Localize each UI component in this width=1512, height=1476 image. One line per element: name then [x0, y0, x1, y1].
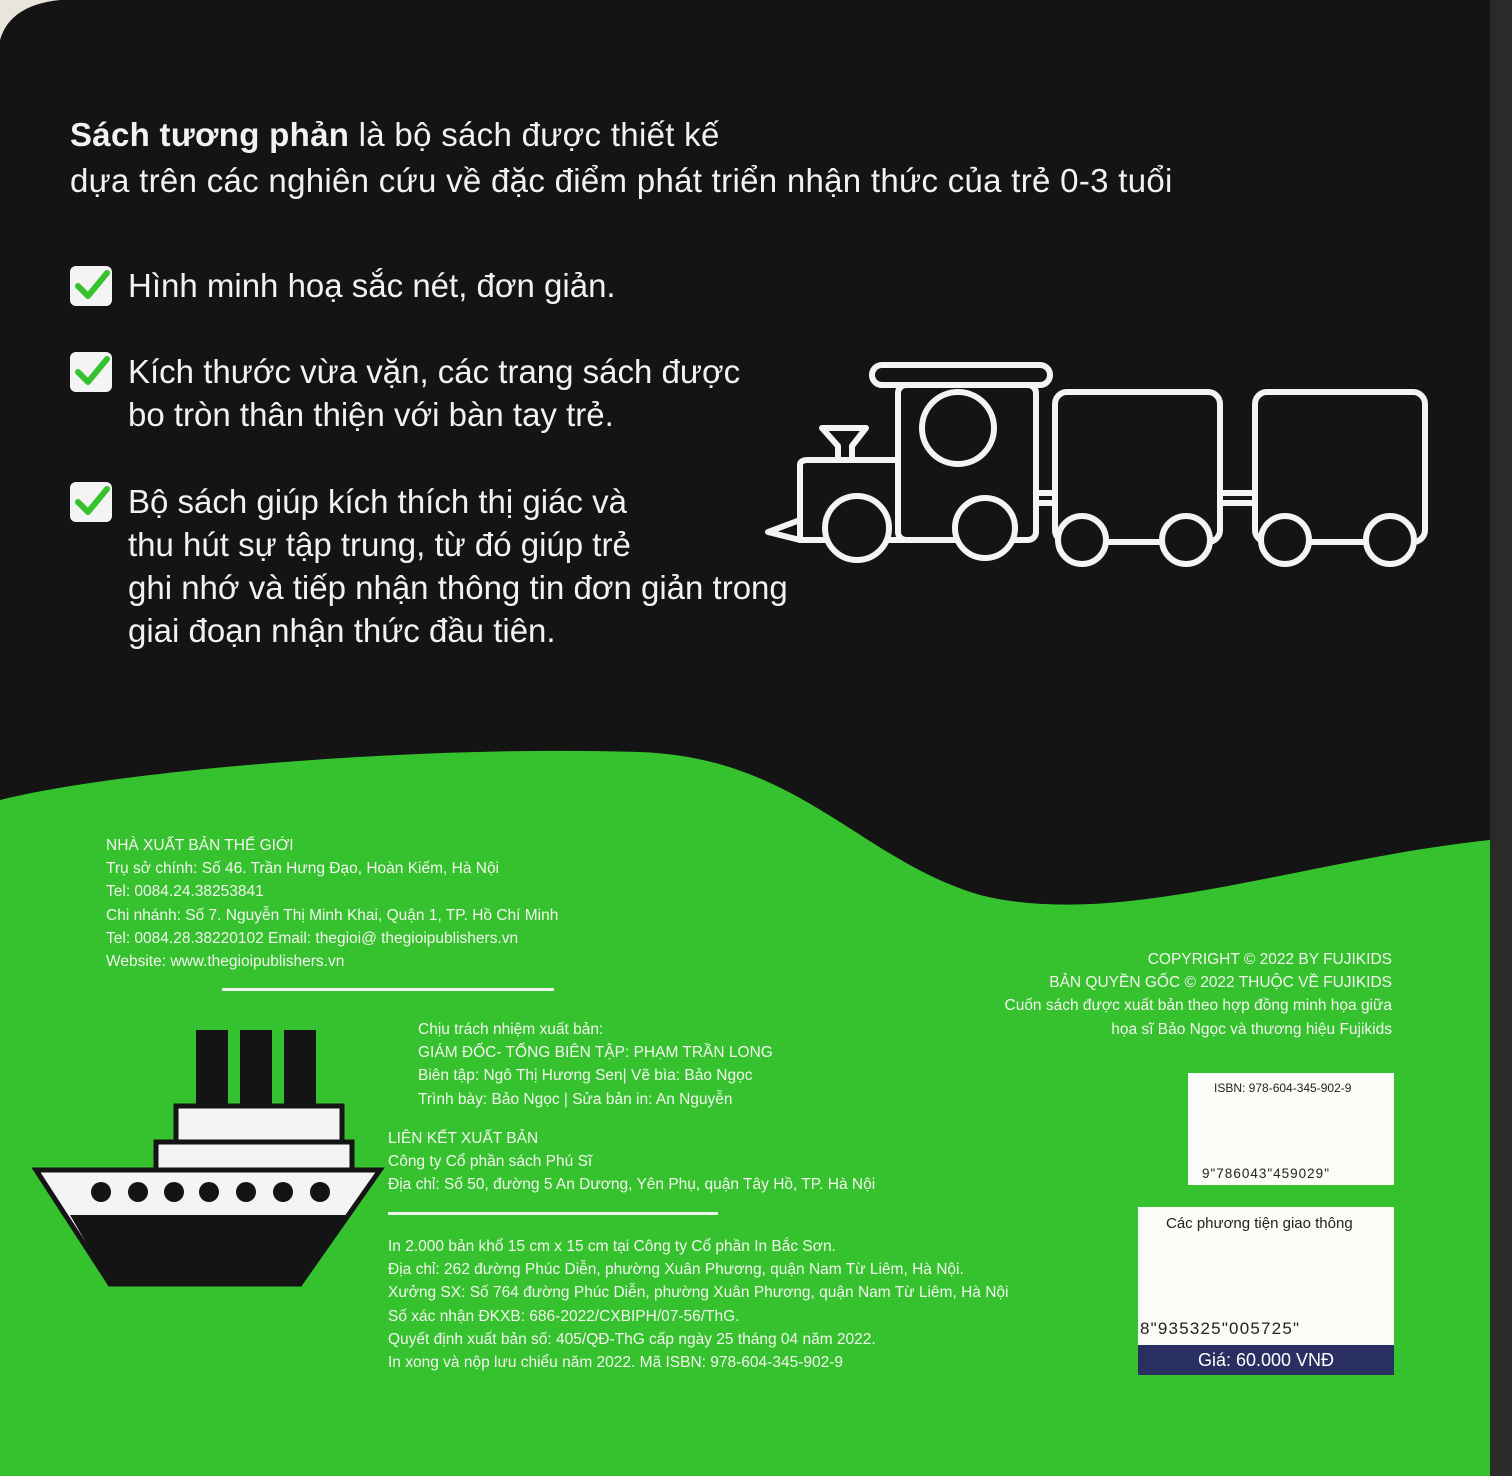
- partner-title: LIÊN KẾT XUẤT BẢN: [388, 1130, 539, 1147]
- responsibility-info: [418, 1018, 773, 1111]
- checkmark-icon: [70, 482, 112, 522]
- partner-info: [388, 1127, 875, 1197]
- intro-bold-title: Sách tương phản: [70, 116, 350, 153]
- publisher-name: NHÀ XUẤT BẢN THẾ GIỚI: [106, 837, 294, 854]
- publisher-hq: Trụ sở chính: Số 46. Trần Hưng Đạo, Hoàn Kiếm, Hà Nội: [106, 860, 500, 878]
- publisher-branch: Chi nhánh: Số 7. Nguyễn Thị Minh Khai, Quận 1, TP. Hồ Chí Minh: [106, 906, 559, 924]
- printing-line-1: In 2.000 bản khổ 15 cm x 15 cm tại Công ty Cổ phần In Bắc Sơn.: [388, 1238, 836, 1255]
- feature-3-line-1: Bộ sách giúp kích thích thị giác và: [128, 483, 627, 520]
- partner-address: Địa chỉ: Số 50, đường 5 An Dương, Yên Phụ, quận Tây Hồ, TP. Hà Nội: [388, 1176, 876, 1194]
- copyright-line-2: BẢN QUYỀN GỐC © 2022 THUỘC VỀ FUJIKIDS: [1049, 974, 1392, 992]
- feature-item-2: [70, 350, 740, 436]
- responsibility-editor: Biên tập: Ngô Thị Hương Sen| Vẽ bìa: Bảo Ngọc: [418, 1067, 753, 1085]
- divider: [388, 1212, 718, 1215]
- feature-3-line-2: thu hút sự tập trung, từ đó giúp trẻ: [128, 526, 631, 563]
- checkmark-icon: [70, 266, 112, 306]
- responsibility-director: GIÁM ĐỐC- TỔNG BIÊN TẬP: PHẠM TRẦN LONG: [418, 1044, 773, 1062]
- isbn-label: ISBN: 978-604-345-902-9: [1214, 1081, 1352, 1095]
- intro-line2: dựa trên các nghiên cứu về đặc điểm phát triển nhận thức của trẻ 0-3 tuổi: [70, 162, 1173, 199]
- feature-2-line-1: Kích thước vừa vặn, các trang sách được: [128, 353, 741, 390]
- responsibility-layout: Trình bày: Bảo Ngọc | Sửa bản in: An Nguyễn: [418, 1090, 733, 1108]
- publisher-tel2: Tel: 0084.28.38220102 Email: thegioi@ thegioipublishers.vn: [106, 929, 519, 947]
- checkmark-icon: [70, 352, 112, 392]
- intro-text: [70, 112, 1173, 204]
- product-number: 8"935325"005725": [1140, 1319, 1301, 1338]
- price-label: Giá: 60.000 VNĐ: [1138, 1345, 1394, 1375]
- printing-line-3: Xưởng SX: Số 764 đường Phúc Diễn, phường Xuân Phương, quận Nam Từ Liêm, Hà Nội: [388, 1284, 1009, 1302]
- feature-2-line-2: bo tròn thân thiện với bàn tay trẻ.: [128, 396, 614, 433]
- printing-line-2: Địa chỉ: 262 đường Phúc Diễn, phường Xuân Phương, quận Nam Từ Liêm, Hà Nội.: [388, 1261, 964, 1279]
- feature-item-1: [70, 264, 616, 307]
- copyright-line-4: họa sĩ Bảo Ngọc và thương hiệu Fujikids: [1111, 1020, 1392, 1038]
- feature-1-line-1: Hình minh hoạ sắc nét, đơn giản.: [128, 267, 616, 304]
- isbn-number: 9"786043"459029": [1202, 1166, 1330, 1181]
- feature-item-3: [70, 480, 788, 652]
- copyright-info: [1005, 948, 1393, 1041]
- product-label: Các phương tiện giao thông: [1166, 1215, 1353, 1232]
- product-barcode: [1138, 1207, 1394, 1375]
- printing-line-4: Số xác nhận ĐKXB: 686-2022/CXBIPH/07-56/ThG.: [388, 1307, 740, 1325]
- partner-company: Công ty Cổ phần sách Phú Sĩ: [388, 1153, 593, 1171]
- printing-line-6: In xong và nộp lưu chiểu năm 2022. Mã ISBN: 978-604-345-902-9: [388, 1354, 843, 1372]
- feature-3-line-4: giai đoạn nhận thức đầu tiên.: [128, 612, 556, 649]
- printing-info: [388, 1235, 1008, 1374]
- publisher-info: [106, 834, 558, 973]
- isbn-barcode: [1188, 1073, 1394, 1185]
- copyright-line-1: COPYRIGHT © 2022 BY FUJIKIDS: [1147, 951, 1392, 968]
- feature-3-line-3: ghi nhớ và tiếp nhận thông tin đơn giản trong: [128, 569, 788, 606]
- intro-line1: là bộ sách được thiết kế: [349, 116, 720, 153]
- publisher-tel1: Tel: 0084.24.38253841: [106, 883, 264, 901]
- responsibility-title: Chịu trách nhiệm xuất bản:: [418, 1021, 604, 1038]
- book-spine-edge: [1490, 0, 1512, 1476]
- printing-line-5: Quyết định xuất bản số: 405/QĐ-ThG cấp ngày 25 tháng 04 năm 2022.: [388, 1330, 876, 1348]
- publisher-website: Website: www.thegioipublishers.vn: [106, 953, 345, 971]
- copyright-line-3: Cuốn sách được xuất bản theo hợp đồng minh họa giữa: [1004, 997, 1392, 1015]
- divider: [222, 988, 554, 991]
